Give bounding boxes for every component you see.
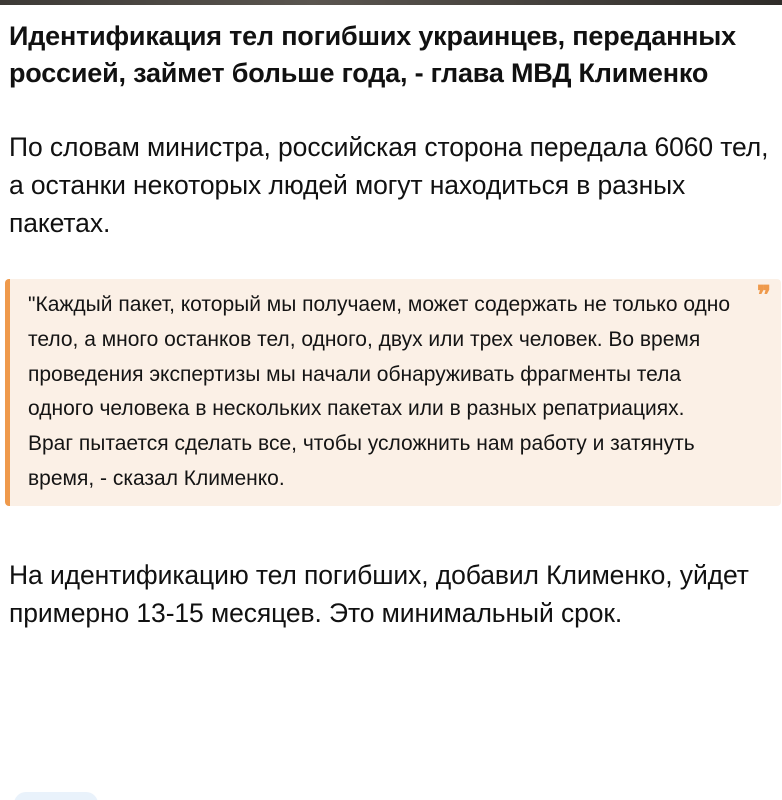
post-headline: Идентификация тел погибших украинцев, переданных россией, займет больше года, - глава МВД Клименко: [9, 21, 736, 88]
post-paragraph-1: По словам министра, российская сторона передала 6060 тел, а останки некоторых людей могут находиться в разных пакетах.: [9, 132, 769, 238]
message-bubble: [9, 18, 779, 632]
reaction-chip[interactable]: [14, 792, 98, 800]
media-preview-edge: [0, 0, 782, 5]
quote-text: "Каждый пакет, который мы получаем, может содержать не только одно тело, а много останков тел, одного, двух или трех человек. Во время проведения экспертизы мы начали обнаруживать фрагменты тела одного человека в нескольких пакетах или в разных репатриациях. Враг пытается сделать все, чтобы усложнить нам работу и затянуть время, - сказал Клименко.: [28, 293, 731, 490]
blockquote: [5, 279, 781, 506]
post-paragraph-2: На идентификацию тел погибших, добавил Клименко, уйдет примерно 13-15 месяцев. Это минимальный срок.: [9, 559, 749, 628]
quote-icon: ❞: [757, 281, 771, 311]
